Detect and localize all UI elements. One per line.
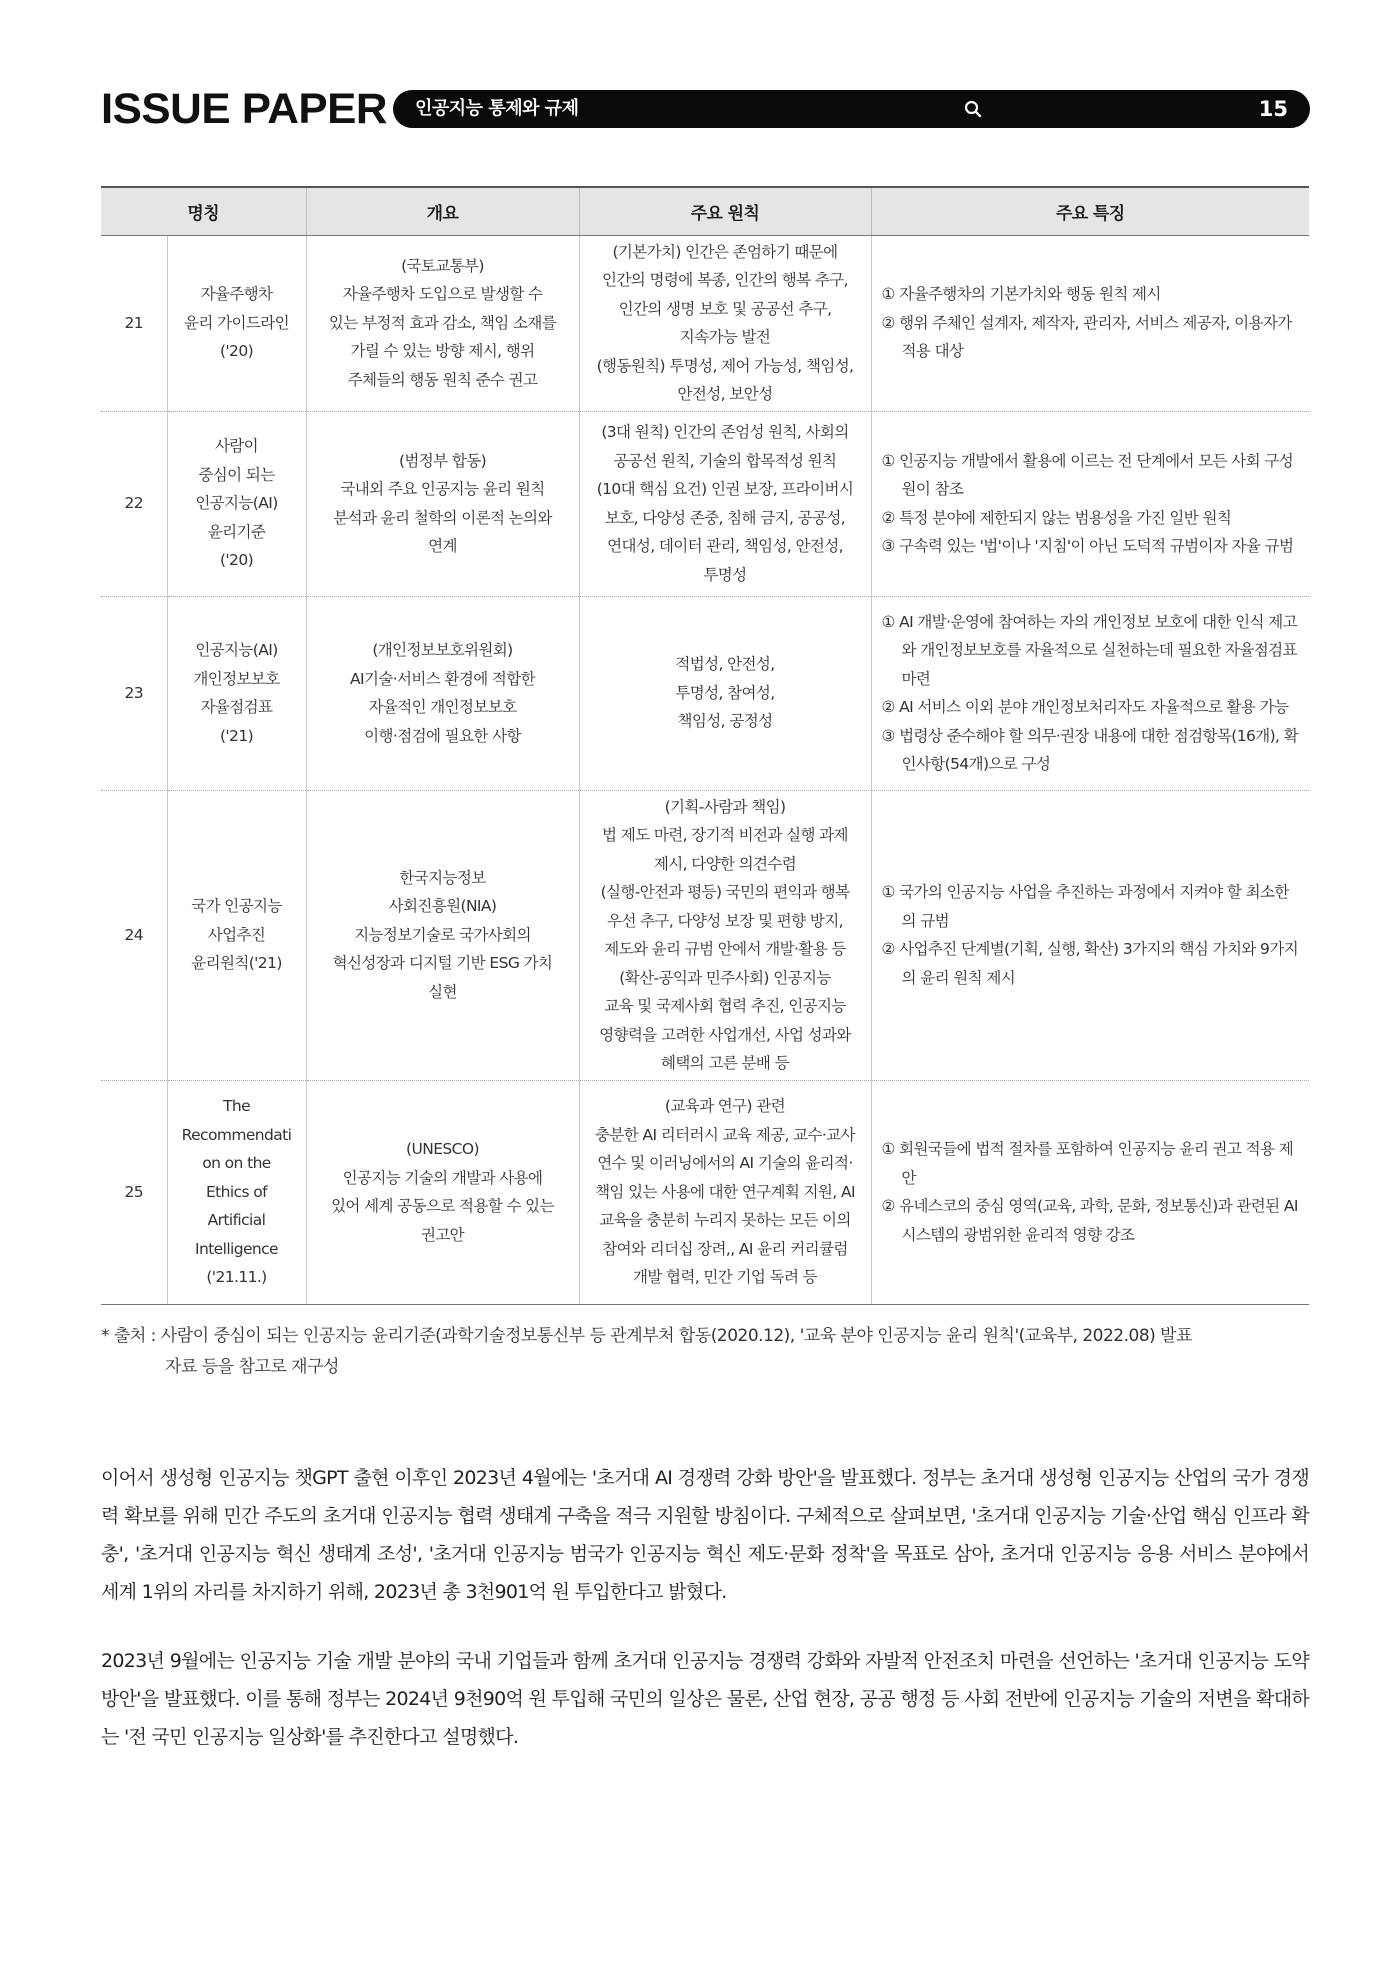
row-number: 23 [101,596,167,790]
row-principles: (3대 원칙) 인간의 존엄성 원칙, 사회의 공공선 원칙, 기술의 합목적성 원칙 (10대 핵심 요건) 인권 보장, 프라이버시 보호, 다양성 존중, 침해 금지, 공공성, 연대성, 데이터 관리, 책임성, 안전성, 투명성 [579,411,871,596]
feature-item: ② 유네스코의 중심 영역(교육, 과학, 문화, 정보통신)과 관련된 AI 시스템의 광범위한 윤리적 영향 강조 [881,1197,1298,1244]
search-icon[interactable] [963,99,983,119]
header-bar [393,90,1310,128]
table-row [101,790,1309,1080]
row-principles: 적법성, 안전성, 투명성, 참여성, 책임성, 공정성 [579,596,871,790]
column-header-overview: 개요 [306,187,579,235]
row-features [871,411,1309,596]
row-overview: (국토교통부) 자율주행차 도입으로 발생할 수 있는 부정적 효과 감소, 책임 소재를 가릴 수 있는 방향 제시, 행위 주체들의 행동 원칙 준수 권고 [306,235,579,411]
column-header-name: 명칭 [101,187,306,235]
page-number: 15 [1258,97,1288,121]
feature-item: ② 사업추진 단계별(기획, 실행, 확산) 3가지의 핵심 가치와 9가지의 윤리 원칙 제시 [881,940,1299,987]
row-overview: 한국지능정보 사회진흥원(NIA) 지능정보기술로 국가사회의 혁신성장과 디지털 기반 ESG 가치 실현 [306,790,579,1080]
row-overview: (UNESCO) 인공지능 기술의 개발과 사용에 있어 세계 공동으로 적용할 수 있는 권고안 [306,1080,579,1304]
ethics-table [101,186,1309,1305]
row-principles: (기획-사람과 책임) 법 제도 마련, 장기적 비전과 실행 과제 제시, 다양한 의견수렴 (실행-안전과 평등) 국민의 편익과 행복 우선 추구, 다양성 보장 및 편향 방지, 제도와 윤리 규범 안에서 개발·활용 등 (확산-공익과 민주사회) 인공지능 교육 및 국제사회 협력 추진, 인공지능 영향력을 고려한 사업개선, 사업 성과와 혜택의 고른 분배 등 [579,790,871,1080]
feature-item: ② 특정 분야에 제한되지 않는 범용성을 가진 일반 원칙 [881,508,1232,527]
table-header-row [101,187,1309,235]
row-principles: (기본가치) 인간은 존엄하기 때문에 인간의 명령에 복종, 인간의 행복 추구, 인간의 생명 보호 및 공공선 추구, 지속가능 발전 (행동원칙) 투명성, 제어 가능성, 책임성, 안전성, 보안성 [579,235,871,411]
feature-item: ② 행위 주체인 설계자, 제작자, 관리자, 서비스 제공자, 이용자가 적용 대상 [881,313,1292,361]
table-row [101,411,1309,596]
row-name: The Recommendati on on the Ethics of Artificial Intelligence ('21.11.) [167,1080,306,1304]
feature-item: ① 국가의 인공지능 사업을 추진하는 과정에서 지켜야 할 최소한의 규범 [881,883,1289,930]
feature-item: ① AI 개발·운영에 참여하는 자의 개인정보 보호에 대한 인식 제고와 개인정보보호를 자율적으로 실천하는데 필요한 자율점검표 마련 [881,612,1297,688]
row-name: 인공지능(AI) 개인정보보호 자율점검표 ('21) [167,596,306,790]
body-paragraph: 이어서 생성형 인공지능 챗GPT 출현 이후인 2023년 4월에는 '초거대 AI 경쟁력 강화 방안'을 발표했다. 정부는 초거대 생성형 인공지능 산업의 국가 경쟁력 확보를 위해 민간 주도의 초거대 인공지능 협력 생태계 구축을 적극 지원할 방침이다. 구체적으로 살펴보면, '초거대 인공지능 기술·산업 핵심 인프라 확충', '초거대 인공지능 혁신 생태계 조성', '초거대 인공지능 범국가 인공지능 혁신 제도·문화 정착'을 목표로 삼아, 초거대 인공지능 응용 서비스 분야에서 세계 1위의 자리를 차지하기 위해, 2023년 총 3천901억 원 투입한다고 밝혔다. [101,1467,1309,1603]
row-overview: (범정부 합동) 국내외 주요 인공지능 윤리 원칙 분석과 윤리 철학의 이론적 논의와 연계 [306,411,579,596]
row-principles: (교육과 연구) 관련 충분한 AI 리터러시 교육 제공, 교수·교사 연수 및 이러닝에서의 AI 기술의 윤리적· 책임 있는 사용에 대한 연구계획 지원, AI 교육을 충분히 누리지 못하는 모든 이의 참여와 리더십 장려,, AI 윤리 커리큘럼 개발 협력, 민간 기업 독려 등 [579,1080,871,1304]
feature-item: ③ 법령상 준수해야 할 의무·권장 내용에 대한 점검항목(16개), 확인사항(54개)으로 구성 [881,726,1299,773]
table-row [101,596,1309,790]
column-header-principles: 주요 원칙 [579,187,871,235]
row-name: 국가 인공지능 사업추진 윤리원칙('21) [167,790,306,1080]
source-footnote [101,1321,1309,1383]
row-name: 자율주행차 윤리 가이드라인 ('20) [167,235,306,411]
table-row [101,235,1309,411]
feature-item: ② AI 서비스 이외 분야 개인정보처리자도 자율적으로 활용 가능 [881,698,1289,716]
row-features [871,790,1309,1080]
row-features [871,596,1309,790]
row-name: 사람이 중심이 되는 인공지능(AI) 윤리기준 ('20) [167,411,306,596]
table-row [101,1080,1309,1304]
row-overview: (개인정보보호위원회) AI기술·서비스 환경에 적합한 자율적인 개인정보보호 이행·점검에 필요한 사항 [306,596,579,790]
row-features [871,1080,1309,1304]
row-number: 25 [101,1080,167,1304]
footnote-line: * 출처 : 사람이 중심이 되는 인공지능 윤리기준(과학기술정보통신부 등 관계부처 합동(2020.12), '교육 분야 인공지능 윤리 원칙'(교육부, 2022.08) 발표 [101,1326,1193,1346]
footnote-line: 자료 등을 참고로 재구성 [165,1357,339,1377]
row-number: 21 [101,235,167,411]
feature-item: ① 인공지능 개발에서 활용에 이르는 전 단계에서 모든 사회 구성원이 참조 [881,451,1294,498]
page-header [101,86,1310,132]
brand-title: ISSUE PAPER [101,85,388,133]
feature-item: ① 자율주행차의 기본가치와 행동 원칙 제시 [881,285,1161,304]
feature-item: ③ 구속력 있는 '법'이나 '지침'이 아닌 도덕적 규범이자 자율 규범 [881,537,1294,555]
row-number: 22 [101,411,167,596]
row-features [871,235,1309,411]
section-title: 인공지능 통제와 규제 [415,98,579,119]
row-number: 24 [101,790,167,1080]
body-paragraph: 2023년 9월에는 인공지능 기술 개발 분야의 국내 기업들과 함께 초거대 인공지능 경쟁력 강화와 자발적 안전조치 마련을 선언하는 '초거대 인공지능 도약 방안'을 발표했다. 이를 통해 정부는 2024년 9천90억 원 투입해 국민의 일상은 물론, 산업 현장, 공공 행정 등 사회 전반에 인공지능 기술의 저변을 확대하는 '전 국민 인공지능 일상화'를 추진한다고 설명했다. [101,1650,1309,1748]
feature-item: ① 회원국들에 법적 절차를 포함하여 인공지능 윤리 권고 적용 제안 [881,1140,1294,1187]
column-header-features: 주요 특징 [871,187,1309,235]
